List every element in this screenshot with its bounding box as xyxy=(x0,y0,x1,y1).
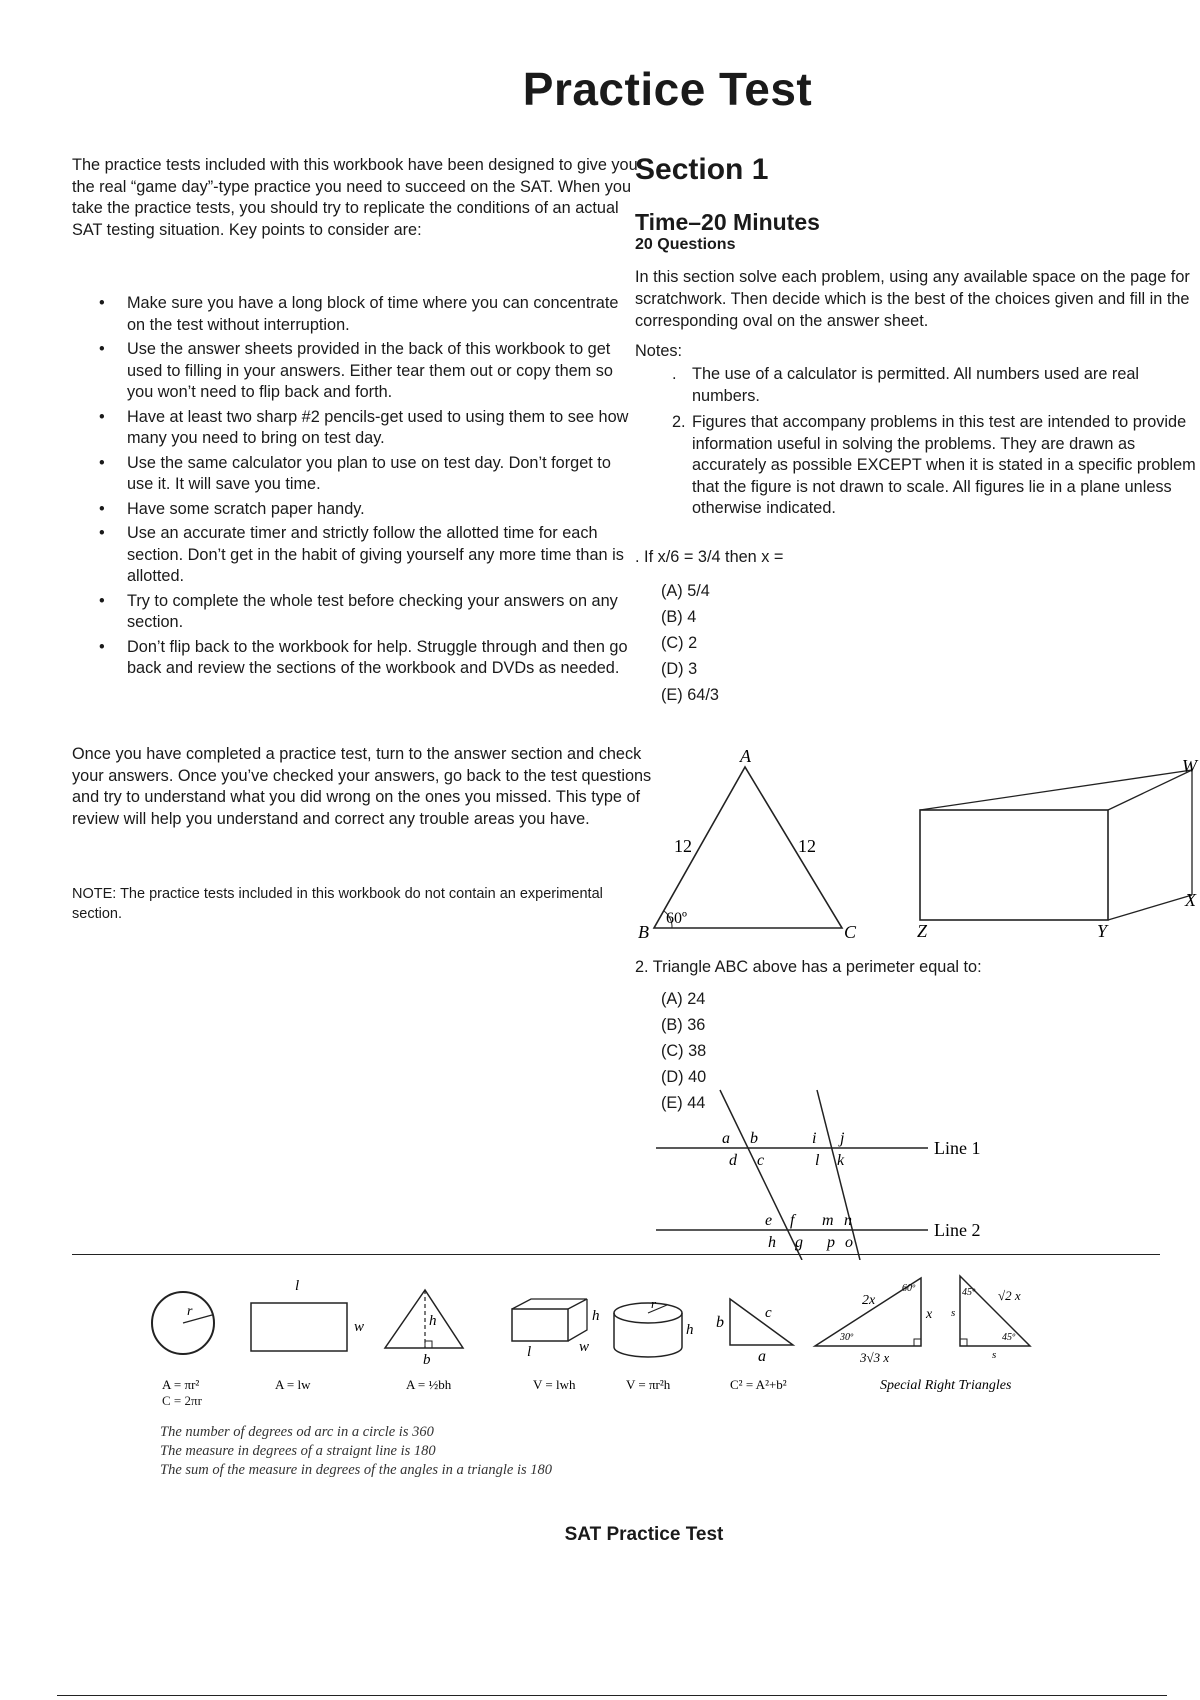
time-limit: Time–20 Minutes xyxy=(635,209,820,235)
angle-label: b xyxy=(750,1130,758,1147)
rectangle-width-label: w xyxy=(354,1319,365,1335)
angle-label: a xyxy=(722,1130,730,1147)
page-title: Practice Test xyxy=(522,63,813,115)
box-length-label: l xyxy=(527,1344,532,1360)
special-triangles-label: Special Right Triangles xyxy=(880,1378,1012,1393)
answer-choice: (A) 24 xyxy=(661,990,706,1008)
fact-line: The number of degrees od arc in a circle is 360 xyxy=(160,1424,434,1440)
vertex-label-c: C xyxy=(844,922,857,942)
circle-diagram xyxy=(152,1292,214,1354)
rectangle-length-label: l xyxy=(295,1278,300,1294)
circumference-formula: C = 2πr xyxy=(162,1393,202,1408)
answer-choice: (C) 2 xyxy=(661,634,698,652)
reference-formulas xyxy=(140,1270,1090,1400)
angle-label: f xyxy=(790,1212,795,1229)
pythagorean-formula: C² = A²+b² xyxy=(730,1377,787,1392)
note-text: The use of a calculator is permitted. All numbers used are real numbers. xyxy=(692,365,1140,405)
label-root2x: √2 x xyxy=(998,1288,1021,1303)
list-item: • Have some scratch paper handy. xyxy=(72,499,632,521)
box-figure xyxy=(915,760,1200,940)
intro-paragraph: The practice tests included with this workbook have been designed to give you the real “game day”-type practice you need to succeed on the SAT. When you take the practice tests, you should try to replicate the conditions of an actual SAT testing situation. Key points to consider are: xyxy=(72,156,638,239)
rectangle-diagram xyxy=(251,1278,364,1351)
label-3root3x: 3√3 x xyxy=(860,1350,890,1365)
triangle-base-label: b xyxy=(423,1352,431,1368)
angle-label: j xyxy=(840,1130,845,1147)
list-item: • Have at least two sharp #2 pencils-get used to using them to see how many you need to bring on test day. xyxy=(99,407,629,447)
answer-choice: (C) 38 xyxy=(661,1042,707,1060)
box-width-label: w xyxy=(579,1339,590,1355)
transversal-2 xyxy=(817,1090,860,1260)
notes-label: Notes: xyxy=(635,342,683,360)
note-1 xyxy=(672,363,1200,407)
box-front-face xyxy=(920,810,1108,920)
footer-title: SAT Practice Test xyxy=(564,1524,724,1545)
label-s-side: s xyxy=(951,1307,956,1319)
line-2-label: Line 2 xyxy=(934,1220,981,1240)
answer-choice: (E) 44 xyxy=(661,1094,706,1112)
circle-area-formula: A = πr² xyxy=(162,1377,200,1392)
transversal-1 xyxy=(720,1090,802,1260)
review-paragraph: Once you have completed a practice test, turn to the answer section and check your answers. Once you’ve checked your answers, go back to the test questions and try to understand what you did wrong on the ones you missed. This type of review will help you understand and correct any trouble areas you have. xyxy=(72,745,652,828)
fact-line: The sum of the measure in degrees of the angles in a triangle is 180 xyxy=(160,1462,552,1478)
answer-choice: (A) 5/4 xyxy=(661,582,710,600)
note-2 xyxy=(672,412,1200,520)
angle-label: g xyxy=(795,1234,803,1251)
bullet-icon: • xyxy=(99,591,105,610)
answer-choice: (D) 3 xyxy=(661,660,698,678)
label-s-base: s xyxy=(992,1349,997,1361)
question-1-choices xyxy=(661,578,719,708)
side-label-right: 12 xyxy=(798,836,816,856)
box-diagram xyxy=(512,1299,600,1360)
box-edge xyxy=(1108,895,1192,920)
list-item: • Try to complete the whole test before checking your answers on any section. xyxy=(99,591,618,631)
list-item: • Make sure you have a long block of time where you can concentrate on the test without interruption. xyxy=(99,294,619,334)
angle-label: m xyxy=(822,1212,834,1229)
answer-choice: (E) 64/3 xyxy=(661,686,719,704)
angle-label: h xyxy=(768,1234,776,1251)
list-item: • Don’t flip back to the workbook for help. Struggle through and then go back and review the sections of the workbook and DVDs as needed. xyxy=(99,637,628,677)
special-triangle-45-45-90 xyxy=(951,1276,1030,1361)
angle-label: d xyxy=(729,1152,737,1169)
leg-b-label: b xyxy=(716,1314,724,1331)
answer-choice: (D) 40 xyxy=(661,1068,707,1086)
vertex-label-w: W xyxy=(1182,760,1197,776)
angle-label: e xyxy=(765,1212,773,1229)
bullet-icon: • xyxy=(99,294,105,312)
question-2-stem: 2. Triangle ABC above has a perimeter equal to: xyxy=(635,958,982,976)
angle-label: k xyxy=(837,1152,845,1169)
angle-label: i xyxy=(812,1130,817,1147)
list-item: • Use an accurate timer and strictly follow the allotted time for each section. Don’t get in the habit of giving yourself any more time than is allotted. xyxy=(99,524,624,585)
angle-label: l xyxy=(815,1152,820,1169)
note-number: 2. xyxy=(672,413,686,431)
vertex-label-y: Y xyxy=(1097,921,1108,940)
hypotenuse-c-label: c xyxy=(765,1305,772,1321)
vertex-label-a: A xyxy=(740,746,751,766)
angle-label: p xyxy=(827,1234,835,1251)
special-triangle-30-60-90 xyxy=(815,1278,933,1365)
cylinder-height-label: h xyxy=(686,1322,694,1338)
triangle-abc-figure xyxy=(630,745,870,945)
list-item: • Use the answer sheets provided in the back of this workbook to get used to filling in your answers. Either tear them out or copy them so you won’t need to flip back and forth. xyxy=(99,340,613,401)
triangle-area-formula: A = ½bh xyxy=(406,1377,452,1392)
answer-choice: (B) 36 xyxy=(661,1016,706,1034)
line-1-label: Line 1 xyxy=(934,1138,981,1158)
vertex-label-z: Z xyxy=(917,921,928,940)
key-points-list xyxy=(72,293,632,683)
cylinder-diagram xyxy=(614,1296,694,1357)
triangle-height-label: h xyxy=(429,1313,437,1329)
cylinder-volume-formula: V = πr²h xyxy=(626,1377,671,1392)
section-divider xyxy=(72,1254,1160,1255)
angle-label: 60º xyxy=(666,910,687,927)
label-x: x xyxy=(926,1307,933,1322)
label-60: 60º xyxy=(902,1283,916,1294)
bullet-icon: • xyxy=(99,499,105,518)
section-heading: Section 1 xyxy=(635,153,769,186)
bullet-icon: • xyxy=(99,453,105,472)
box-volume-formula: V = lwh xyxy=(533,1377,576,1392)
label-45-top: 45º xyxy=(962,1287,976,1298)
answer-choice: (B) 4 xyxy=(661,608,697,626)
label-30: 30º xyxy=(840,1332,854,1343)
fact-line: The measure in degrees of a straignt line is 180 xyxy=(160,1443,436,1459)
box-height-label: h xyxy=(592,1308,600,1324)
list-item: • Use the same calculator you plan to use on test day. Don’t forget to use it. It will save you time. xyxy=(99,453,611,493)
bullet-icon: • xyxy=(99,407,105,426)
geometry-facts xyxy=(160,1423,552,1480)
bottom-rule xyxy=(57,1695,1167,1696)
section-instructions: In this section solve each problem, using any available space on the page for scratchwork. Then decide which is the best of the choices given and fill in the corresponding oval on the answer sheet. xyxy=(635,268,1190,330)
triangle-diagram xyxy=(385,1290,463,1368)
right-triangle-diagram xyxy=(716,1299,793,1365)
radius-label: r xyxy=(187,1304,193,1319)
bullet-icon: • xyxy=(99,637,105,656)
label-45-bottom: 45º xyxy=(1002,1332,1016,1343)
bullet-icon: • xyxy=(99,524,105,542)
note-paragraph: NOTE: The practice tests included in this workbook do not contain an experimental section. xyxy=(72,886,603,922)
vertex-label-x: X xyxy=(1185,890,1196,910)
angle-label: o xyxy=(845,1234,853,1251)
angle-label: c xyxy=(757,1152,765,1169)
question-1-stem: . If x/6 = 3/4 then x = xyxy=(635,548,784,566)
rectangle-area-formula: A = lw xyxy=(275,1377,311,1392)
label-2x: 2x xyxy=(862,1293,876,1308)
leg-a-label: a xyxy=(758,1348,766,1365)
vertex-label-b: B xyxy=(638,922,649,942)
note-number: . xyxy=(672,365,677,383)
side-label-left: 12 xyxy=(674,836,692,856)
cylinder-radius-label: r xyxy=(651,1296,657,1311)
question-count: 20 Questions xyxy=(635,236,736,253)
angle-label: n xyxy=(844,1212,852,1229)
bullet-icon: • xyxy=(99,340,105,358)
parallel-lines-figure xyxy=(650,1085,1000,1260)
note-text: Figures that accompany problems in this test are intended to provide information useful in solving the problems. They are drawn as accurately as possible EXCEPT when it is stated in a specific problem that the figure is not drawn to scale. All figures lie in a plane unless otherwise indicated. xyxy=(692,413,1196,517)
